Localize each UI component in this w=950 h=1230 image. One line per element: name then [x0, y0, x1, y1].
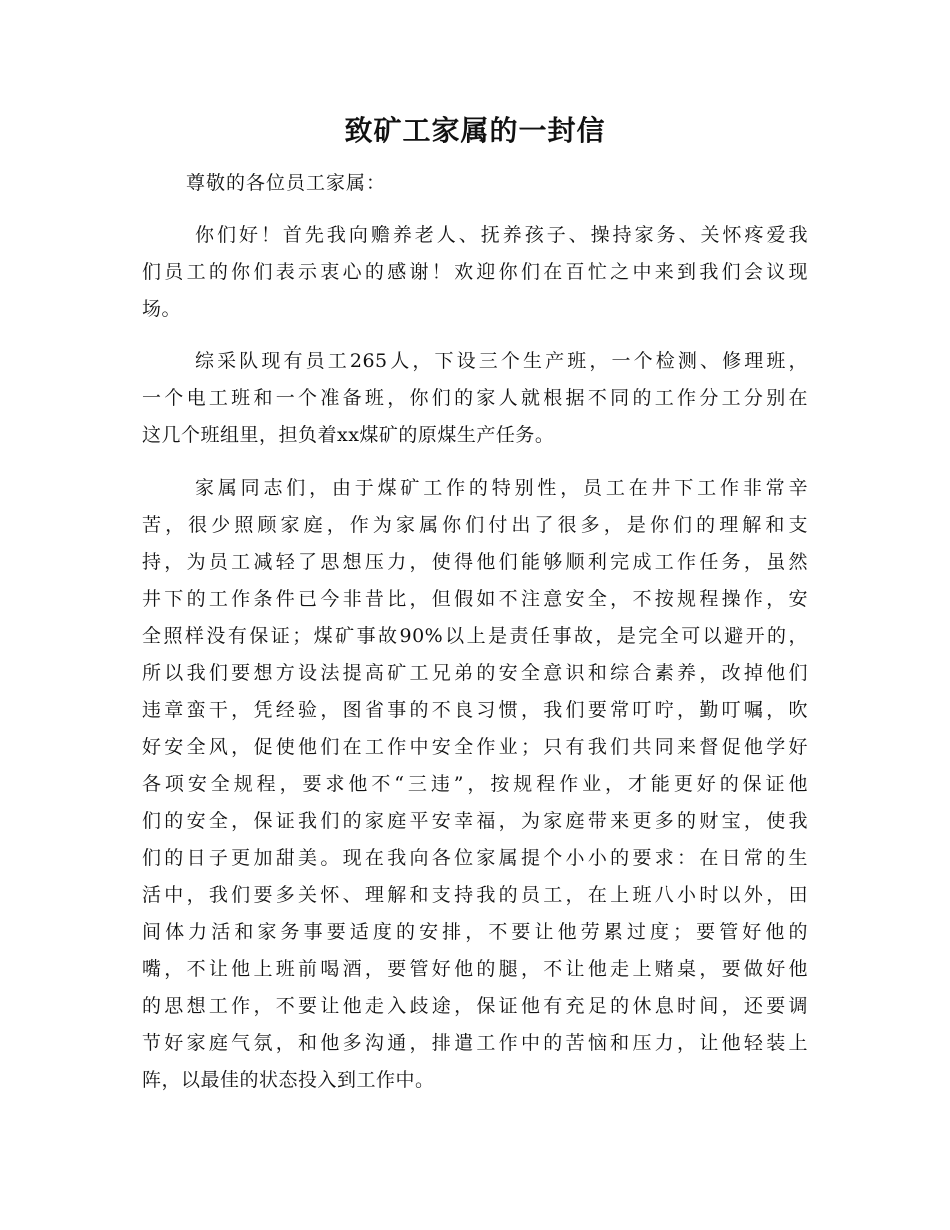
paragraph-line: 违章蛮干，凭经验，图省事的不良习惯，我们要常叮咛，勤叮嘱，吹 [142, 699, 808, 721]
paragraph-line: 节好家庭气氛，和他多沟通，排遣工作中的苦恼和压力，让他轻装上 [142, 1032, 808, 1054]
paragraph-line: 的思想工作，不要让他走入歧途，保证他有充足的休息时间，还要调 [142, 995, 808, 1017]
paragraph-team-overview [142, 348, 808, 459]
paragraph-safety-appeal [142, 475, 808, 1104]
paragraph-line: 你们好！首先我向赡养老人、抚养孩子、操持家务、关怀疼爱我 [195, 224, 808, 246]
paragraph-line: 们的安全，保证我们的家庭平安幸福，为家庭带来更多的财宝，使我 [142, 810, 808, 832]
paragraph-line: 嘴，不让他上班前喝酒，要管好他的腿，不让他走上赌桌，要做好他 [142, 958, 808, 980]
paragraph-line: 综采队现有员工265人，下设三个生产班，一个检测、修理班， [195, 350, 808, 372]
paragraph-greeting [142, 222, 808, 333]
paragraph-line: 间体力活和家务事要适度的安排，不要让他劳累过度；要管好他的 [142, 921, 808, 943]
paragraph-line: 一个电工班和一个准备班，你们的家人就根据不同的工作分工分别在 [142, 387, 808, 409]
paragraph-line: 场。 [142, 298, 182, 320]
paragraph-line: 活中，我们要多关怀、理解和支持我的员工，在上班八小时以外，田 [142, 884, 808, 906]
paragraph-line: 好安全风，促使他们在工作中安全作业；只有我们共同来督促他学好 [142, 736, 808, 758]
paragraph-line: 苦，很少照顾家庭，作为家属你们付出了很多，是你们的理解和支 [142, 514, 808, 536]
paragraph-line: 全照样没有保证；煤矿事故90%以上是责任事故，是完全可以避开的， [142, 625, 808, 647]
paragraph-line: 们的日子更加甜美。现在我向各位家属提个小小的要求：在日常的生 [142, 847, 808, 869]
paragraph-line: 们员工的你们表示衷心的感谢！欢迎你们在百忙之中来到我们会议现 [142, 261, 808, 283]
paragraph-line: 各项安全规程，要求他不“三违”，按规程作业，才能更好的保证他 [142, 773, 808, 795]
letter-title: 致矿工家属的一封信 [344, 114, 606, 147]
salutation: 尊敬的各位员工家属： [186, 172, 387, 194]
paragraph-line: 家属同志们，由于煤矿工作的特别性，员工在井下工作非常辛 [195, 477, 808, 499]
paragraph-line: 阵，以最佳的状态投入到工作中。 [142, 1069, 435, 1091]
paragraph-line: 持，为员工减轻了思想压力，使得他们能够顺利完成工作任务，虽然 [142, 551, 808, 573]
paragraph-line: 所以我们要想方设法提高矿工兄弟的安全意识和综合素养，改掉他们 [142, 662, 808, 684]
paragraph-line: 井下的工作条件已今非昔比，但假如不注意安全，不按规程操作，安 [142, 588, 808, 610]
paragraph-line: 这几个班组里，担负着xx煤矿的原煤生产任务。 [142, 424, 555, 446]
